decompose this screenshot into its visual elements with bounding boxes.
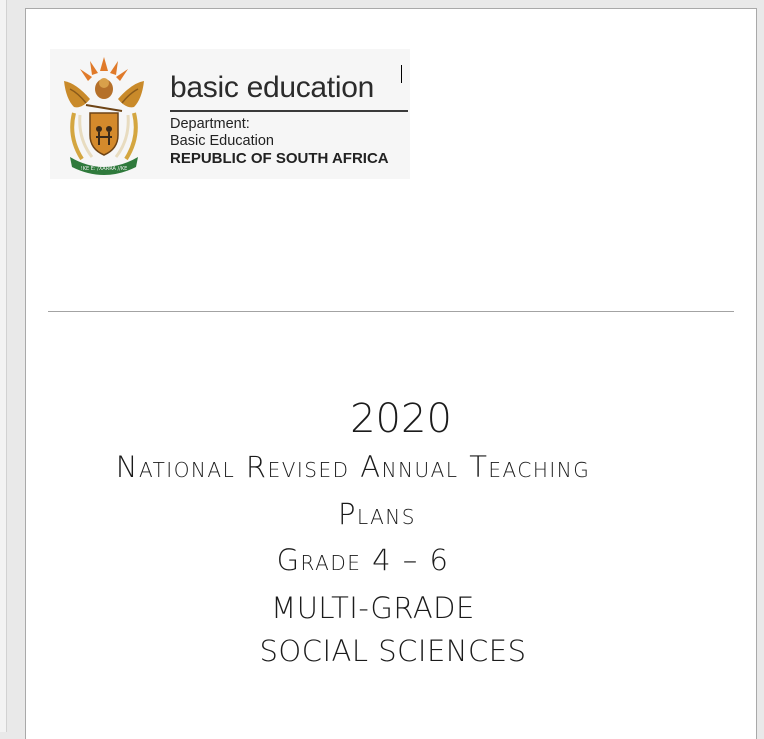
title-line-2: Plans — [338, 497, 416, 531]
department-logo — [50, 49, 410, 179]
text-cursor — [401, 65, 402, 83]
title-line-1: National Revised Annual Teaching — [115, 450, 591, 484]
svg-text:!KE E: /XARRA //KE: !KE E: /XARRA //KE — [80, 166, 128, 172]
title-subject: SOCIAL SCIENCES — [259, 634, 527, 668]
logo-country: REPUBLIC OF SOUTH AFRICA — [170, 150, 389, 167]
logo-department-name: Basic Education — [170, 133, 274, 149]
coat-of-arms-icon — [56, 53, 152, 179]
left-margin-strip — [0, 0, 7, 732]
logo-divider — [170, 110, 408, 112]
document-page[interactable] — [25, 8, 757, 739]
document-year: 2020 — [350, 396, 452, 442]
logo-department-label: Department: — [170, 116, 250, 132]
title-grade: Grade 4 – 6 — [276, 543, 450, 577]
logo-heading: basic education — [170, 71, 374, 104]
horizontal-rule — [48, 311, 734, 312]
title-multi-grade: MULTI-GRADE — [271, 591, 475, 625]
